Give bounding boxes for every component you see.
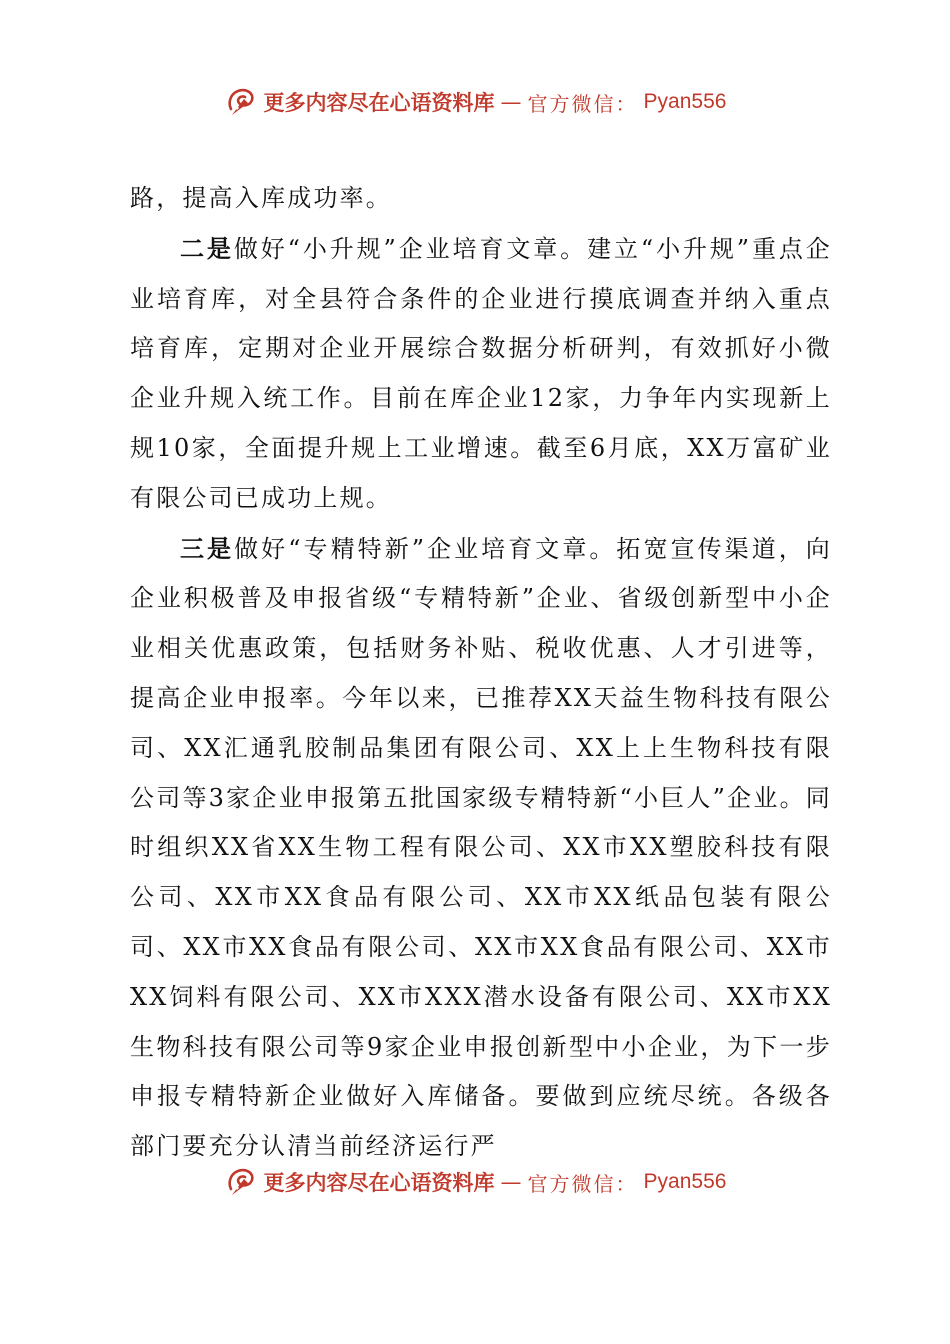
paragraph-second-text: 做好“小升规”企业培育文章。建立“小升规”重点企业培育库，对全县符合条件的企业进行摸底调查并纳入重点培育库，定期对企业开展综合数据分析研判，有效抓好小微企业升规入统工作。目前在库企业12家，力争年内实现新上规10家，全面提升规上工业增速。截至6月底，XX万富矿业有限公司已成功上规。 [130,234,832,512]
pen-nib-logo-icon [224,85,258,119]
paragraph-third [130,524,832,1172]
header-banner [0,82,950,122]
header-wechat-id: Pyan556 [643,90,727,113]
document-body [130,174,832,1172]
header-wechat-label: 官方微信： [527,91,638,116]
footer-brand-text: 更多内容尽在心语资料库 [263,1170,495,1195]
paragraph-continuation: 路，提高入库成功率。 [130,184,392,212]
footer-wechat-id: Pyan556 [643,1170,727,1193]
footer-banner [0,1162,950,1202]
paragraph-second-lead: 二是 [180,233,234,263]
header-brand-text: 更多内容尽在心语资料库 [263,90,495,115]
paragraph-second [130,224,832,524]
header-dash: — [500,90,522,114]
paragraph-third-text: 做好“专精特新”企业培育文章。拓宽宣传渠道，向企业积极普及申报省级“专精特新”企业、省级创新型中小企业相关优惠政策，包括财务补贴、税收优惠、人才引进等，提高企业申报率。今年以来，已推荐XX天益生物科技有限公司、XX汇通乳胶制品集团有限公司、XX上上生物科技有限公司等3家企业申报第五批国家级专精特新“小巨人”企业。同时组织XX省XX生物工程有限公司、XX市XX塑胶科技有限公司、XX市XX食品有限公司、XX市XX纸品包装有限公司、XX市XX食品有限公司、XX市XX食品有限公司、XX市XX饲料有限公司、XX市XXX潜水设备有限公司、XX市XX生物科技有限公司等9家企业申报创新型中小企业，为下一步申报专精特新企业做好入库储备。要做到应统尽统。各级各部门要充分认清当前经济运行严 [130,534,832,1161]
pen-nib-logo-icon [224,1165,258,1199]
footer-wechat-label: 官方微信： [527,1171,638,1196]
footer-dash: — [500,1170,522,1194]
paragraph-third-lead: 三是 [180,533,235,563]
